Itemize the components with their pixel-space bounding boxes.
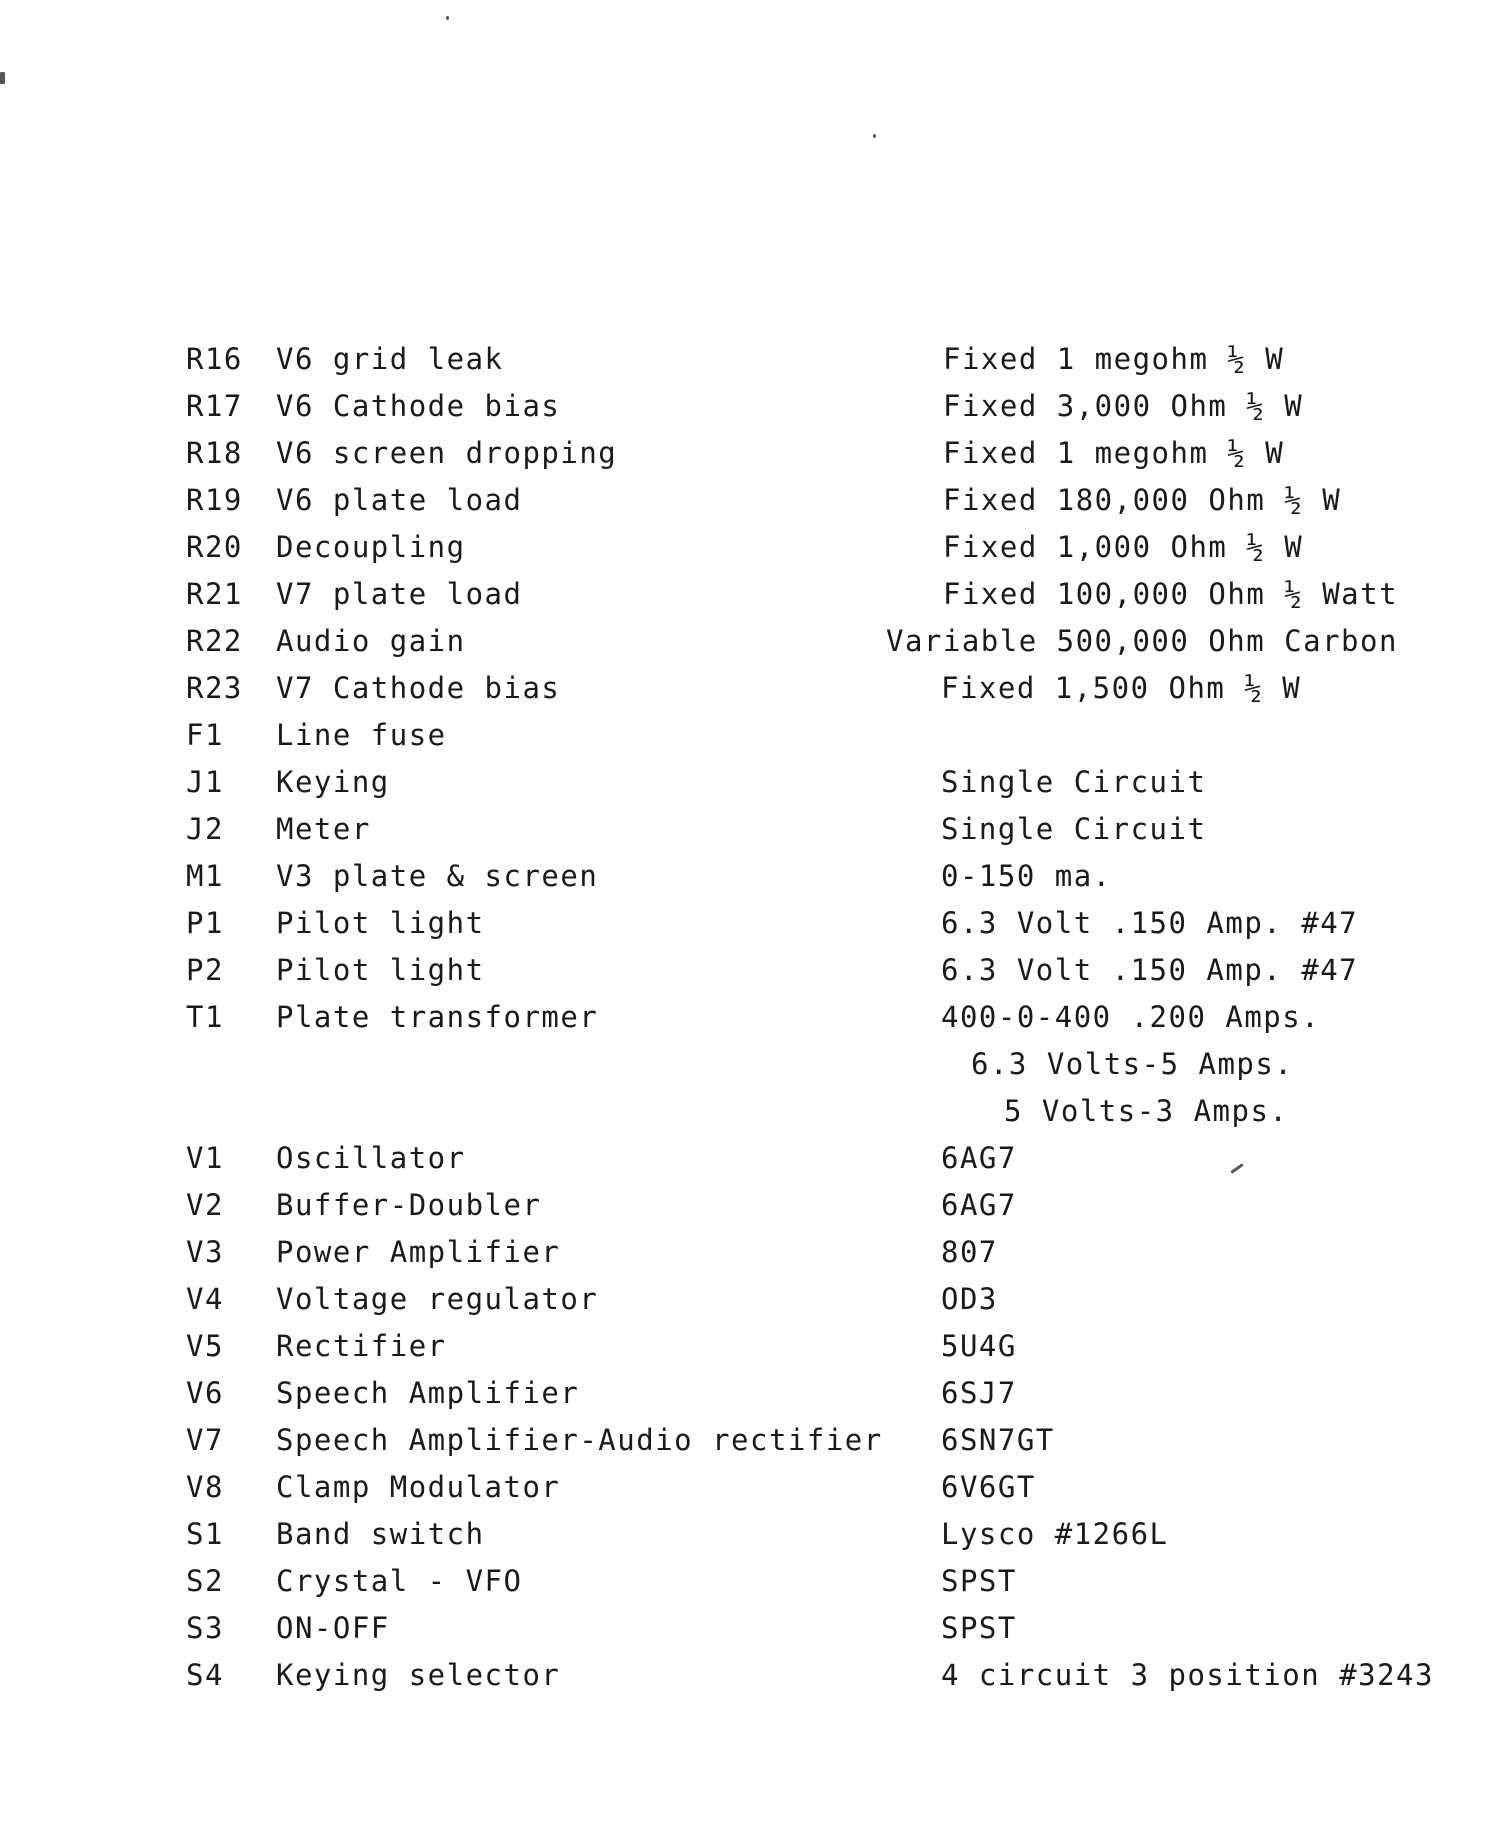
part-ref: J2 <box>186 812 224 846</box>
part-row-v3 <box>186 1229 1386 1276</box>
part-row-r21 <box>186 571 1399 618</box>
part-value: 0-150 ma. <box>941 859 1112 893</box>
part-row-s1 <box>186 1511 1386 1558</box>
part-value: Fixed 180,000 Ohm ½ W <box>943 483 1342 517</box>
part-row-t1-cont-1 <box>186 1041 1386 1088</box>
part-row-v6 <box>186 1370 1386 1417</box>
part-value: Fixed 1,500 Ohm ½ W <box>941 671 1302 705</box>
part-desc: V6 Cathode bias <box>276 389 561 423</box>
part-desc: V6 grid leak <box>276 342 504 376</box>
part-ref: R19 <box>186 483 243 517</box>
part-row-r22 <box>186 618 1398 665</box>
part-value: Lysco #1266L <box>941 1517 1169 1551</box>
part-value: 4 circuit 3 position #3243 <box>941 1658 1434 1692</box>
part-value: 6.3 Volts-5 Amps. <box>971 1047 1294 1081</box>
part-desc: Line fuse <box>276 718 447 752</box>
part-desc: Pilot light <box>276 906 485 940</box>
part-ref: V7 <box>186 1423 224 1457</box>
part-ref: V3 <box>186 1235 224 1269</box>
part-desc: Decoupling <box>276 530 466 564</box>
part-value: Fixed 1,000 Ohm ½ W <box>943 530 1304 564</box>
part-ref: P2 <box>186 953 224 987</box>
part-value: Variable 500,000 Ohm Carbon <box>886 624 1398 658</box>
part-value: Single Circuit <box>941 765 1207 799</box>
part-value: Fixed 1 megohm ½ W <box>943 342 1285 376</box>
part-row-v7 <box>186 1417 1386 1464</box>
part-desc: Clamp Modulator <box>276 1470 561 1504</box>
part-value: SPST <box>941 1564 1017 1598</box>
part-ref: R16 <box>186 342 243 376</box>
scan-speck <box>0 72 5 84</box>
part-value: 6V6GT <box>941 1470 1036 1504</box>
part-desc: Speech Amplifier-Audio rectifier <box>276 1423 883 1457</box>
part-row-m1 <box>186 853 1386 900</box>
part-ref: R20 <box>186 530 243 564</box>
scan-speck <box>446 16 449 20</box>
part-row-v2 <box>186 1182 1386 1229</box>
part-desc: Band switch <box>276 1517 485 1551</box>
part-row-v1 <box>186 1135 1386 1182</box>
part-row-r20 <box>186 524 1386 571</box>
part-ref: V5 <box>186 1329 224 1363</box>
part-desc: Voltage regulator <box>276 1282 599 1316</box>
part-ref: V4 <box>186 1282 224 1316</box>
part-ref: S4 <box>186 1658 224 1692</box>
part-row-s4 <box>186 1652 1434 1699</box>
part-value: 6.3 Volt .150 Amp. #47 <box>941 906 1359 940</box>
part-ref: V8 <box>186 1470 224 1504</box>
part-value: 6AG7 <box>941 1141 1017 1175</box>
part-ref: P1 <box>186 906 224 940</box>
part-ref: S1 <box>186 1517 224 1551</box>
part-row-r18 <box>186 430 1386 477</box>
part-desc: Rectifier <box>276 1329 447 1363</box>
part-value: Fixed 1 megohm ½ W <box>943 436 1285 470</box>
part-row-j1 <box>186 759 1386 806</box>
part-desc: Pilot light <box>276 953 485 987</box>
part-ref: R23 <box>186 671 243 705</box>
part-row-p1 <box>186 900 1386 947</box>
part-ref: M1 <box>186 859 224 893</box>
part-row-j2 <box>186 806 1386 853</box>
part-desc: ON-OFF <box>276 1611 390 1645</box>
part-row-v8 <box>186 1464 1386 1511</box>
part-ref: S3 <box>186 1611 224 1645</box>
part-ref: T1 <box>186 1000 224 1034</box>
part-row-f1 <box>186 712 1386 759</box>
part-value: 807 <box>941 1235 998 1269</box>
part-ref: V2 <box>186 1188 224 1222</box>
part-desc: V7 plate load <box>276 577 523 611</box>
part-desc: Audio gain <box>276 624 466 658</box>
part-row-t1-cont-2 <box>186 1088 1386 1135</box>
part-row-t1 <box>186 994 1386 1041</box>
part-desc: V6 plate load <box>276 483 523 517</box>
part-desc: Speech Amplifier <box>276 1376 580 1410</box>
scan-speck <box>873 134 876 138</box>
part-value: 400-0-400 .200 Amps. <box>941 1000 1321 1034</box>
part-value: 6SJ7 <box>941 1376 1017 1410</box>
part-value: 6.3 Volt .150 Amp. #47 <box>941 953 1359 987</box>
part-desc: V3 plate & screen <box>276 859 599 893</box>
part-desc: V7 Cathode bias <box>276 671 561 705</box>
part-row-s2 <box>186 1558 1386 1605</box>
part-row-v4 <box>186 1276 1386 1323</box>
part-ref: V6 <box>186 1376 224 1410</box>
part-value: Single Circuit <box>941 812 1207 846</box>
part-ref: R21 <box>186 577 243 611</box>
part-ref: F1 <box>186 718 224 752</box>
part-ref: R22 <box>186 624 243 658</box>
part-row-v5 <box>186 1323 1386 1370</box>
part-desc: Plate transformer <box>276 1000 599 1034</box>
part-value: OD3 <box>941 1282 998 1316</box>
part-desc: Keying <box>276 765 390 799</box>
part-desc: Keying selector <box>276 1658 561 1692</box>
part-ref: R18 <box>186 436 243 470</box>
part-value: Fixed 100,000 Ohm ½ Watt <box>943 577 1399 611</box>
parts-list <box>186 336 1434 1699</box>
part-value: Fixed 3,000 Ohm ½ W <box>943 389 1304 423</box>
part-ref: J1 <box>186 765 224 799</box>
part-row-s3 <box>186 1605 1386 1652</box>
part-row-r23 <box>186 665 1386 712</box>
part-desc: V6 screen dropping <box>276 436 618 470</box>
part-value: 5 Volts-3 Amps. <box>1004 1094 1289 1128</box>
part-desc: Meter <box>276 812 371 846</box>
part-ref: R17 <box>186 389 243 423</box>
part-row-r17 <box>186 383 1386 430</box>
part-row-r16 <box>186 336 1386 383</box>
part-desc: Power Amplifier <box>276 1235 561 1269</box>
part-value: 6SN7GT <box>941 1423 1055 1457</box>
part-ref: V1 <box>186 1141 224 1175</box>
part-desc: Oscillator <box>276 1141 466 1175</box>
part-desc: Buffer-Doubler <box>276 1188 542 1222</box>
part-ref: S2 <box>186 1564 224 1598</box>
part-value: SPST <box>941 1611 1017 1645</box>
part-row-p2 <box>186 947 1386 994</box>
part-value: 6AG7 <box>941 1188 1017 1222</box>
part-desc: Crystal - VFO <box>276 1564 523 1598</box>
part-value: 5U4G <box>941 1329 1017 1363</box>
part-row-r19 <box>186 477 1386 524</box>
